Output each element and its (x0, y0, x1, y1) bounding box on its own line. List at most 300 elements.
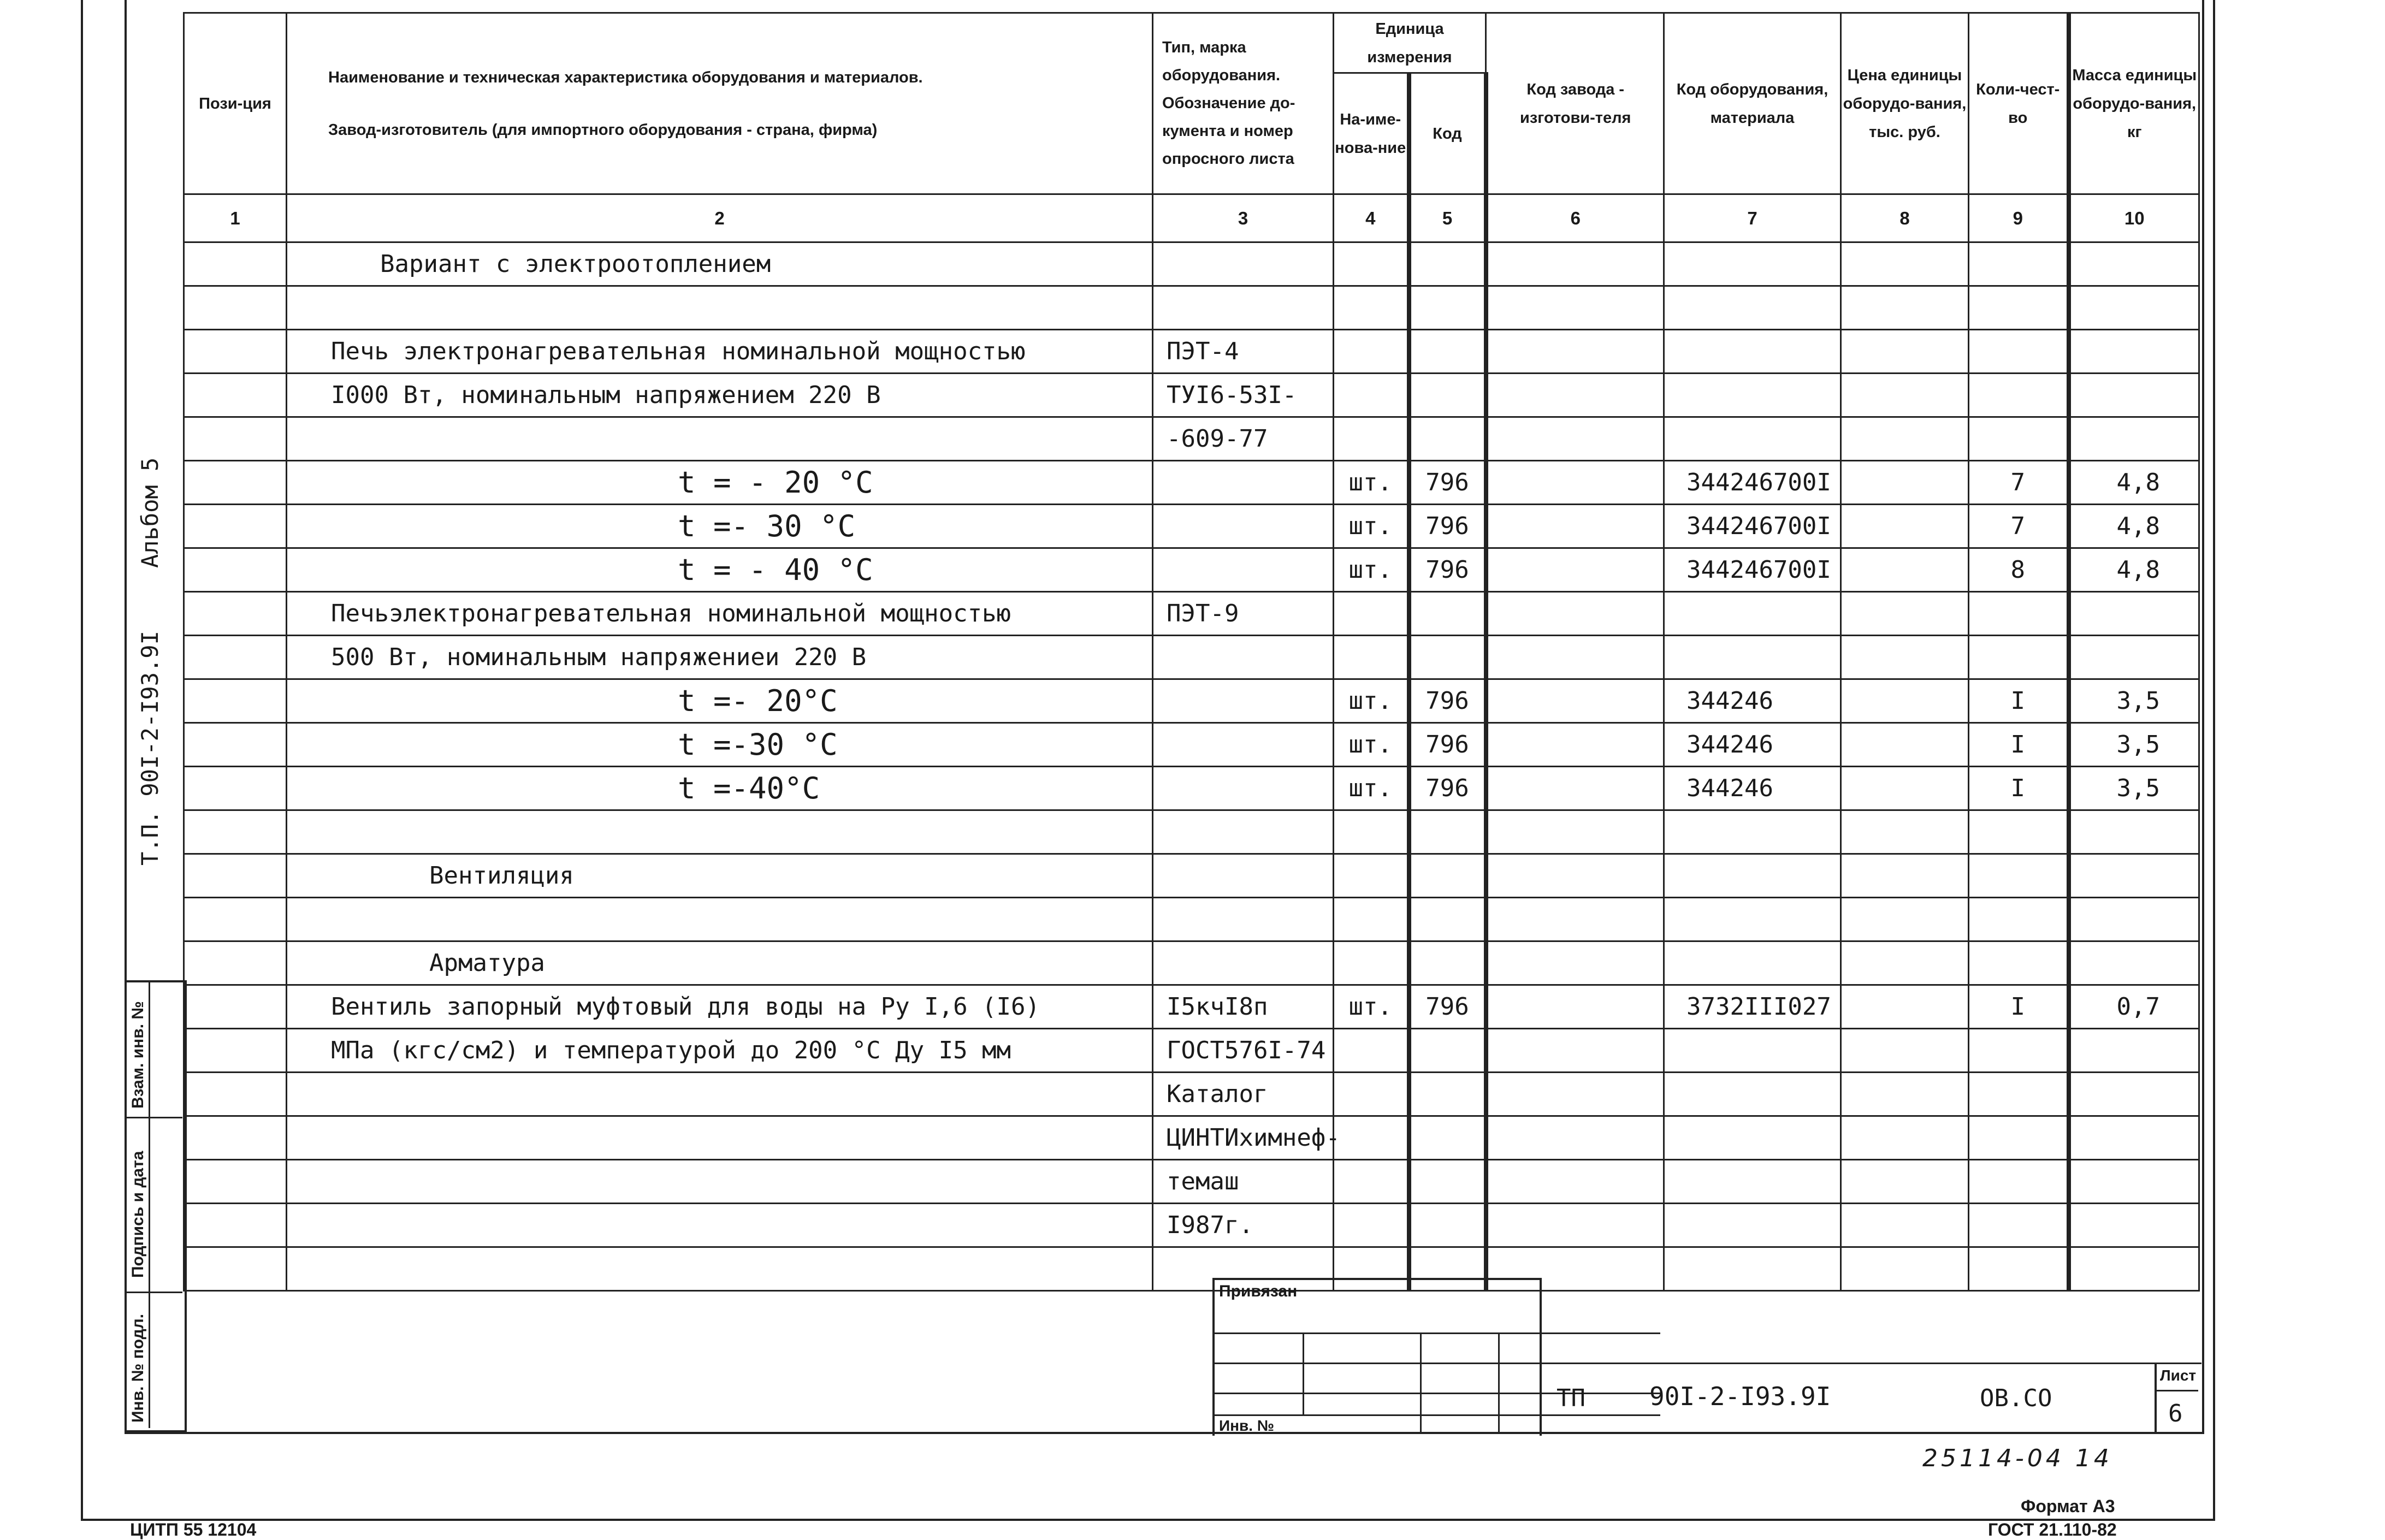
header-unit-name: На-име-нова-ние (1334, 73, 1409, 194)
cell-plant (1486, 374, 1664, 417)
table-row (184, 1029, 2199, 1073)
cell-code (1409, 941, 1486, 985)
cell-plant (1486, 898, 1664, 941)
cell-price (1841, 636, 1969, 679)
cell-unit: шт. (1334, 505, 1409, 548)
cell-mass: 4,8 (2069, 505, 2199, 548)
cell-unit (1334, 1160, 1409, 1204)
table-row (184, 679, 2199, 723)
cell-mat (1664, 1029, 1841, 1073)
cell-unit (1334, 330, 1409, 374)
cell-plant (1486, 461, 1664, 505)
cell-price (1841, 505, 1969, 548)
cell-mass (2069, 1160, 2199, 1204)
cell-name: МПа (кгс/см2) и температурой до 200 °С Ду I5 мм (287, 1029, 1153, 1073)
album-label: Альбом 5 (137, 457, 163, 568)
column-number: 9 (1969, 194, 2069, 242)
table-row (184, 374, 2199, 417)
cell-mass (2069, 810, 2199, 854)
cell-unit (1334, 1204, 1409, 1247)
cell-mat: 344246 (1664, 679, 1841, 723)
cell-mass: 3,5 (2069, 723, 2199, 767)
cell-type (1153, 636, 1334, 679)
table-row (184, 461, 2199, 505)
cell-mass (2069, 286, 2199, 330)
cell-type: Каталог (1153, 1073, 1334, 1116)
cell-mass (2069, 374, 2199, 417)
sheet-label: Лист (2160, 1367, 2197, 1384)
cell-qty: I (1969, 767, 2069, 810)
cell-code (1409, 854, 1486, 898)
cell-plant (1486, 941, 1664, 985)
cell-mat (1664, 242, 1841, 286)
cell-type (1153, 941, 1334, 985)
cell-price (1841, 898, 1969, 941)
cell-qty: I (1969, 679, 2069, 723)
cell-code (1409, 592, 1486, 636)
cell-unit (1334, 286, 1409, 330)
cell-code: 796 (1409, 505, 1486, 548)
table-row (184, 1116, 2199, 1160)
table-row (184, 898, 2199, 941)
column-number: 7 (1664, 194, 1841, 242)
swap-inv-label: Взам. инв. № (129, 1001, 147, 1109)
cell-qty (1969, 941, 2069, 985)
cell-price (1841, 985, 1969, 1029)
cell-mass (2069, 330, 2199, 374)
cell-price (1841, 679, 1969, 723)
column-number: 8 (1841, 194, 1969, 242)
cell-qty (1969, 242, 2069, 286)
cell-mass: 3,5 (2069, 679, 2199, 723)
cell-mat (1664, 941, 1841, 985)
cell-type: ГОСТ576I-74 (1153, 1029, 1334, 1073)
table-row (184, 505, 2199, 548)
cell-code (1409, 242, 1486, 286)
table-row (184, 985, 2199, 1029)
cell-mass (2069, 636, 2199, 679)
cell-plant (1486, 417, 1664, 461)
cell-price (1841, 1247, 1969, 1291)
cell-code (1409, 810, 1486, 854)
cell-qty (1969, 1116, 2069, 1160)
cell-qty (1969, 1073, 2069, 1116)
cell-price (1841, 461, 1969, 505)
cell-mat (1664, 592, 1841, 636)
format-label: Формат А3 (2021, 1496, 2115, 1516)
cell-unit (1334, 374, 1409, 417)
cell-mass (2069, 941, 2199, 985)
cell-mat (1664, 1160, 1841, 1204)
cell-unit: шт. (1334, 461, 1409, 505)
cell-qty (1969, 1204, 2069, 1247)
cell-unit (1334, 941, 1409, 985)
table-row (184, 854, 2199, 898)
cell-plant (1486, 592, 1664, 636)
cell-mass (2069, 1204, 2199, 1247)
cell-pos (184, 505, 287, 548)
cell-mass (2069, 1116, 2199, 1160)
cell-type: ТУI6-53I- (1153, 374, 1334, 417)
cell-code: 796 (1409, 723, 1486, 767)
table-row (184, 592, 2199, 636)
column-number: 4 (1334, 194, 1409, 242)
cell-type: ПЭТ-4 (1153, 330, 1334, 374)
side-stamp-divider-2 (125, 1292, 182, 1293)
cell-qty: 8 (1969, 548, 2069, 592)
stamp-attached-label: Привязан (1219, 1282, 1298, 1300)
cell-qty (1969, 810, 2069, 854)
cell-qty (1969, 636, 2069, 679)
cell-name (287, 1204, 1153, 1247)
cell-mass (2069, 592, 2199, 636)
table-row (184, 941, 2199, 985)
cell-name (287, 1247, 1153, 1291)
cell-name (287, 1073, 1153, 1116)
cell-pos (184, 1073, 287, 1116)
table-row (184, 242, 2199, 286)
cell-type (1153, 723, 1334, 767)
cell-qty: 7 (1969, 461, 2069, 505)
cell-name: t =- 30 °C (287, 505, 1153, 548)
cell-plant (1486, 679, 1664, 723)
cell-plant (1486, 854, 1664, 898)
cell-name (287, 898, 1153, 941)
doc-mark: ОВ.СО (1980, 1384, 2052, 1412)
cell-price (1841, 548, 1969, 592)
cell-mass (2069, 854, 2199, 898)
cell-name: t =-30 °C (287, 723, 1153, 767)
cell-name: t = - 40 °C (287, 548, 1153, 592)
cell-mat (1664, 1204, 1841, 1247)
cell-pos (184, 374, 287, 417)
cell-plant (1486, 985, 1664, 1029)
cell-mass (2069, 1073, 2199, 1116)
column-number: 3 (1153, 194, 1334, 242)
cell-price (1841, 330, 1969, 374)
cell-type (1153, 242, 1334, 286)
cell-unit (1334, 242, 1409, 286)
column-number: 6 (1486, 194, 1664, 242)
table-row (184, 636, 2199, 679)
cell-qty: I (1969, 985, 2069, 1029)
cell-mass (2069, 1247, 2199, 1291)
cell-name (287, 810, 1153, 854)
cell-qty (1969, 1160, 2069, 1204)
cell-qty (1969, 898, 2069, 941)
cell-code (1409, 898, 1486, 941)
cell-pos (184, 548, 287, 592)
table-row (184, 1247, 2199, 1291)
cell-code: 796 (1409, 679, 1486, 723)
cell-mat (1664, 854, 1841, 898)
cell-price (1841, 810, 1969, 854)
cell-mass: 4,8 (2069, 461, 2199, 505)
cell-name: Печьэлектронагревательная номинальной мощностью (287, 592, 1153, 636)
footer-gost: ГОСТ 21.110-82 (1988, 1520, 2117, 1539)
cell-unit (1334, 898, 1409, 941)
cell-code (1409, 330, 1486, 374)
side-stamp-divider-1 (125, 1117, 182, 1118)
cell-unit: шт. (1334, 985, 1409, 1029)
cell-pos (184, 1160, 287, 1204)
cell-code (1409, 1073, 1486, 1116)
cell-price (1841, 723, 1969, 767)
cell-code: 796 (1409, 461, 1486, 505)
stamp-vline-1 (1303, 1332, 1304, 1414)
side-stamp-split (149, 980, 150, 1428)
cell-qty (1969, 374, 2069, 417)
cell-unit (1334, 854, 1409, 898)
cell-mat (1664, 1073, 1841, 1116)
cell-pos (184, 461, 287, 505)
cell-pos (184, 854, 287, 898)
cell-plant (1486, 723, 1664, 767)
cell-qty (1969, 592, 2069, 636)
cell-unit: шт. (1334, 548, 1409, 592)
cell-plant (1486, 1029, 1664, 1073)
handwritten-number: 25114-04 14 (1922, 1444, 2112, 1472)
cell-type (1153, 679, 1334, 723)
cell-mat: 344246 (1664, 767, 1841, 810)
cell-name: Арматура (287, 941, 1153, 985)
cell-mat (1664, 374, 1841, 417)
cell-unit (1334, 592, 1409, 636)
cell-qty (1969, 330, 2069, 374)
cell-price (1841, 242, 1969, 286)
cell-type: -609-77 (1153, 417, 1334, 461)
cell-code (1409, 1116, 1486, 1160)
cell-price (1841, 417, 1969, 461)
column-number: 10 (2069, 194, 2199, 242)
cell-pos (184, 985, 287, 1029)
header-quantity: Коли-чест-во (1969, 13, 2069, 194)
cell-pos (184, 723, 287, 767)
cell-mat (1664, 1116, 1841, 1160)
table-row (184, 723, 2199, 767)
cell-plant (1486, 330, 1664, 374)
cell-plant (1486, 1073, 1664, 1116)
cell-mass (2069, 1029, 2199, 1073)
cell-mass (2069, 242, 2199, 286)
cell-mass: 4,8 (2069, 548, 2199, 592)
header-material-code: Код оборудования, материала (1664, 13, 1841, 194)
cell-plant (1486, 810, 1664, 854)
cell-name (287, 1160, 1153, 1204)
table-row (184, 1204, 2199, 1247)
cell-unit (1334, 636, 1409, 679)
sheet-box-divider (2155, 1390, 2198, 1391)
stamp-inv-label: Инв. № (1219, 1417, 1275, 1434)
cell-qty: 7 (1969, 505, 2069, 548)
cell-code (1409, 1029, 1486, 1073)
cell-qty (1969, 286, 2069, 330)
cell-name: t =- 20°C (287, 679, 1153, 723)
cell-unit (1334, 1116, 1409, 1160)
cell-name: Печь электронагревательная номинальной мощностью (287, 330, 1153, 374)
cell-price (1841, 1116, 1969, 1160)
cell-price (1841, 592, 1969, 636)
cell-unit (1334, 1073, 1409, 1116)
cell-mat: 3732III027 (1664, 985, 1841, 1029)
doc-code: 90I-2-I93.9I (1649, 1382, 1831, 1411)
table-row (184, 1073, 2199, 1116)
header-unit-group: Единица измерения (1334, 13, 1486, 73)
cell-type (1153, 548, 1334, 592)
cell-mat: 344246 (1664, 723, 1841, 767)
cell-unit: шт. (1334, 723, 1409, 767)
cell-type: I987г. (1153, 1204, 1334, 1247)
cell-mat (1664, 286, 1841, 330)
cell-pos (184, 1204, 287, 1247)
cell-name: I000 Вт, номинальным напряжением 220 В (287, 374, 1153, 417)
cell-qty: I (1969, 723, 2069, 767)
cell-mat (1664, 636, 1841, 679)
cell-code (1409, 1204, 1486, 1247)
stamp-attach-block (1212, 1278, 1542, 1436)
cell-pos (184, 898, 287, 941)
cell-type (1153, 505, 1334, 548)
cell-pos (184, 636, 287, 679)
cell-code (1409, 636, 1486, 679)
stamp-vline-3 (1498, 1332, 1500, 1434)
table-row (184, 286, 2199, 330)
table-row (184, 1160, 2199, 1204)
cell-name (287, 417, 1153, 461)
cell-mat: 344246700I (1664, 505, 1841, 548)
cell-type (1153, 461, 1334, 505)
cell-name: t =-40°C (287, 767, 1153, 810)
cell-price (1841, 286, 1969, 330)
table-row (184, 810, 2199, 854)
cell-type: темаш (1153, 1160, 1334, 1204)
cell-type (1153, 898, 1334, 941)
cell-type (1153, 767, 1334, 810)
cell-code (1409, 374, 1486, 417)
project-code-margin: Т.П. 90I-2-I93.9I (137, 631, 163, 866)
cell-name: 500 Вт, номинальным напряжениеи 220 В (287, 636, 1153, 679)
cell-pos (184, 330, 287, 374)
header-name-line2: Завод-изготовитель (для импортного оборудования - страна, фирма) (328, 121, 878, 139)
cell-type: ЦИНТИхимнеф- (1153, 1116, 1334, 1160)
cell-code (1409, 1160, 1486, 1204)
header-mass: Масса единицы оборудо-вания, кг (2069, 13, 2199, 194)
cell-code (1409, 417, 1486, 461)
cell-mass (2069, 898, 2199, 941)
cell-plant (1486, 767, 1664, 810)
cell-pos (184, 1247, 287, 1291)
cell-type: I5кчI8п (1153, 985, 1334, 1029)
cell-pos (184, 941, 287, 985)
cell-plant (1486, 548, 1664, 592)
cell-plant (1486, 636, 1664, 679)
cell-mat (1664, 810, 1841, 854)
cell-mat (1664, 898, 1841, 941)
cell-price (1841, 854, 1969, 898)
specification-table (183, 12, 2200, 1292)
cell-unit: шт. (1334, 767, 1409, 810)
cell-mat (1664, 417, 1841, 461)
cell-plant (1486, 242, 1664, 286)
cell-pos (184, 679, 287, 723)
cell-plant (1486, 1160, 1664, 1204)
cell-unit (1334, 810, 1409, 854)
cell-pos (184, 417, 287, 461)
cell-type: ПЭТ-9 (1153, 592, 1334, 636)
cell-mass: 3,5 (2069, 767, 2199, 810)
inv-orig-label: Инв. № подл. (129, 1313, 147, 1423)
cell-pos (184, 242, 287, 286)
header-name-line1: Наименование и техническая характеристика оборудования и материалов. (328, 68, 923, 86)
cell-qty (1969, 417, 2069, 461)
cell-qty (1969, 1247, 2069, 1291)
column-number: 2 (287, 194, 1153, 242)
cell-mat: 344246700I (1664, 461, 1841, 505)
header-unit-code: Код (1409, 73, 1486, 194)
cell-name: Вентиляция (287, 854, 1153, 898)
cell-pos (184, 592, 287, 636)
table-row (184, 417, 2199, 461)
cell-pos (184, 286, 287, 330)
header-price: Цена единицы оборудо-вания, тыс. руб. (1841, 13, 1969, 194)
cell-qty (1969, 1029, 2069, 1073)
cell-mat: 344246700I (1664, 548, 1841, 592)
cell-unit (1334, 1029, 1409, 1073)
cell-plant (1486, 1204, 1664, 1247)
stamp-grid-line-1 (1212, 1332, 1660, 1334)
header-name (287, 13, 1153, 194)
cell-name: Вариант с электроотоплением (287, 242, 1153, 286)
cell-name: t = - 20 °C (287, 461, 1153, 505)
cell-pos (184, 767, 287, 810)
table-row (184, 548, 2199, 592)
cell-unit: шт. (1334, 679, 1409, 723)
cell-unit (1334, 417, 1409, 461)
cell-price (1841, 1029, 1969, 1073)
table-body (184, 242, 2199, 1291)
doc-prefix: ТП (1557, 1384, 1585, 1412)
cell-mass: 0,7 (2069, 985, 2199, 1029)
cell-mat (1664, 330, 1841, 374)
column-number: 1 (184, 194, 287, 242)
cell-pos (184, 1116, 287, 1160)
cell-price (1841, 1204, 1969, 1247)
cell-code: 796 (1409, 767, 1486, 810)
cell-price (1841, 767, 1969, 810)
header-position: Пози-ция (184, 13, 287, 194)
cell-mat (1664, 1247, 1841, 1291)
column-number: 5 (1409, 194, 1486, 242)
column-numbers-row (184, 194, 2199, 242)
cell-price (1841, 1073, 1969, 1116)
title-block (1540, 1363, 2201, 1435)
stamp-vline-2 (1420, 1332, 1422, 1434)
cell-type (1153, 810, 1334, 854)
cell-pos (184, 1029, 287, 1073)
cell-price (1841, 374, 1969, 417)
cell-price (1841, 1160, 1969, 1204)
footer-left-code: ЦИТП 55 12104 (130, 1520, 257, 1539)
sign-date-label: Подпись и дата (129, 1151, 147, 1278)
sheet-number: 6 (2168, 1400, 2183, 1428)
cell-pos (184, 810, 287, 854)
cell-code: 796 (1409, 985, 1486, 1029)
cell-name (287, 286, 1153, 330)
cell-qty (1969, 854, 2069, 898)
header-type: Тип, марка оборудования. Обозначение до-кумента и номер опросного листа (1153, 13, 1334, 194)
header-plant-code: Код завода - изготови-теля (1486, 13, 1664, 194)
cell-name (287, 1116, 1153, 1160)
